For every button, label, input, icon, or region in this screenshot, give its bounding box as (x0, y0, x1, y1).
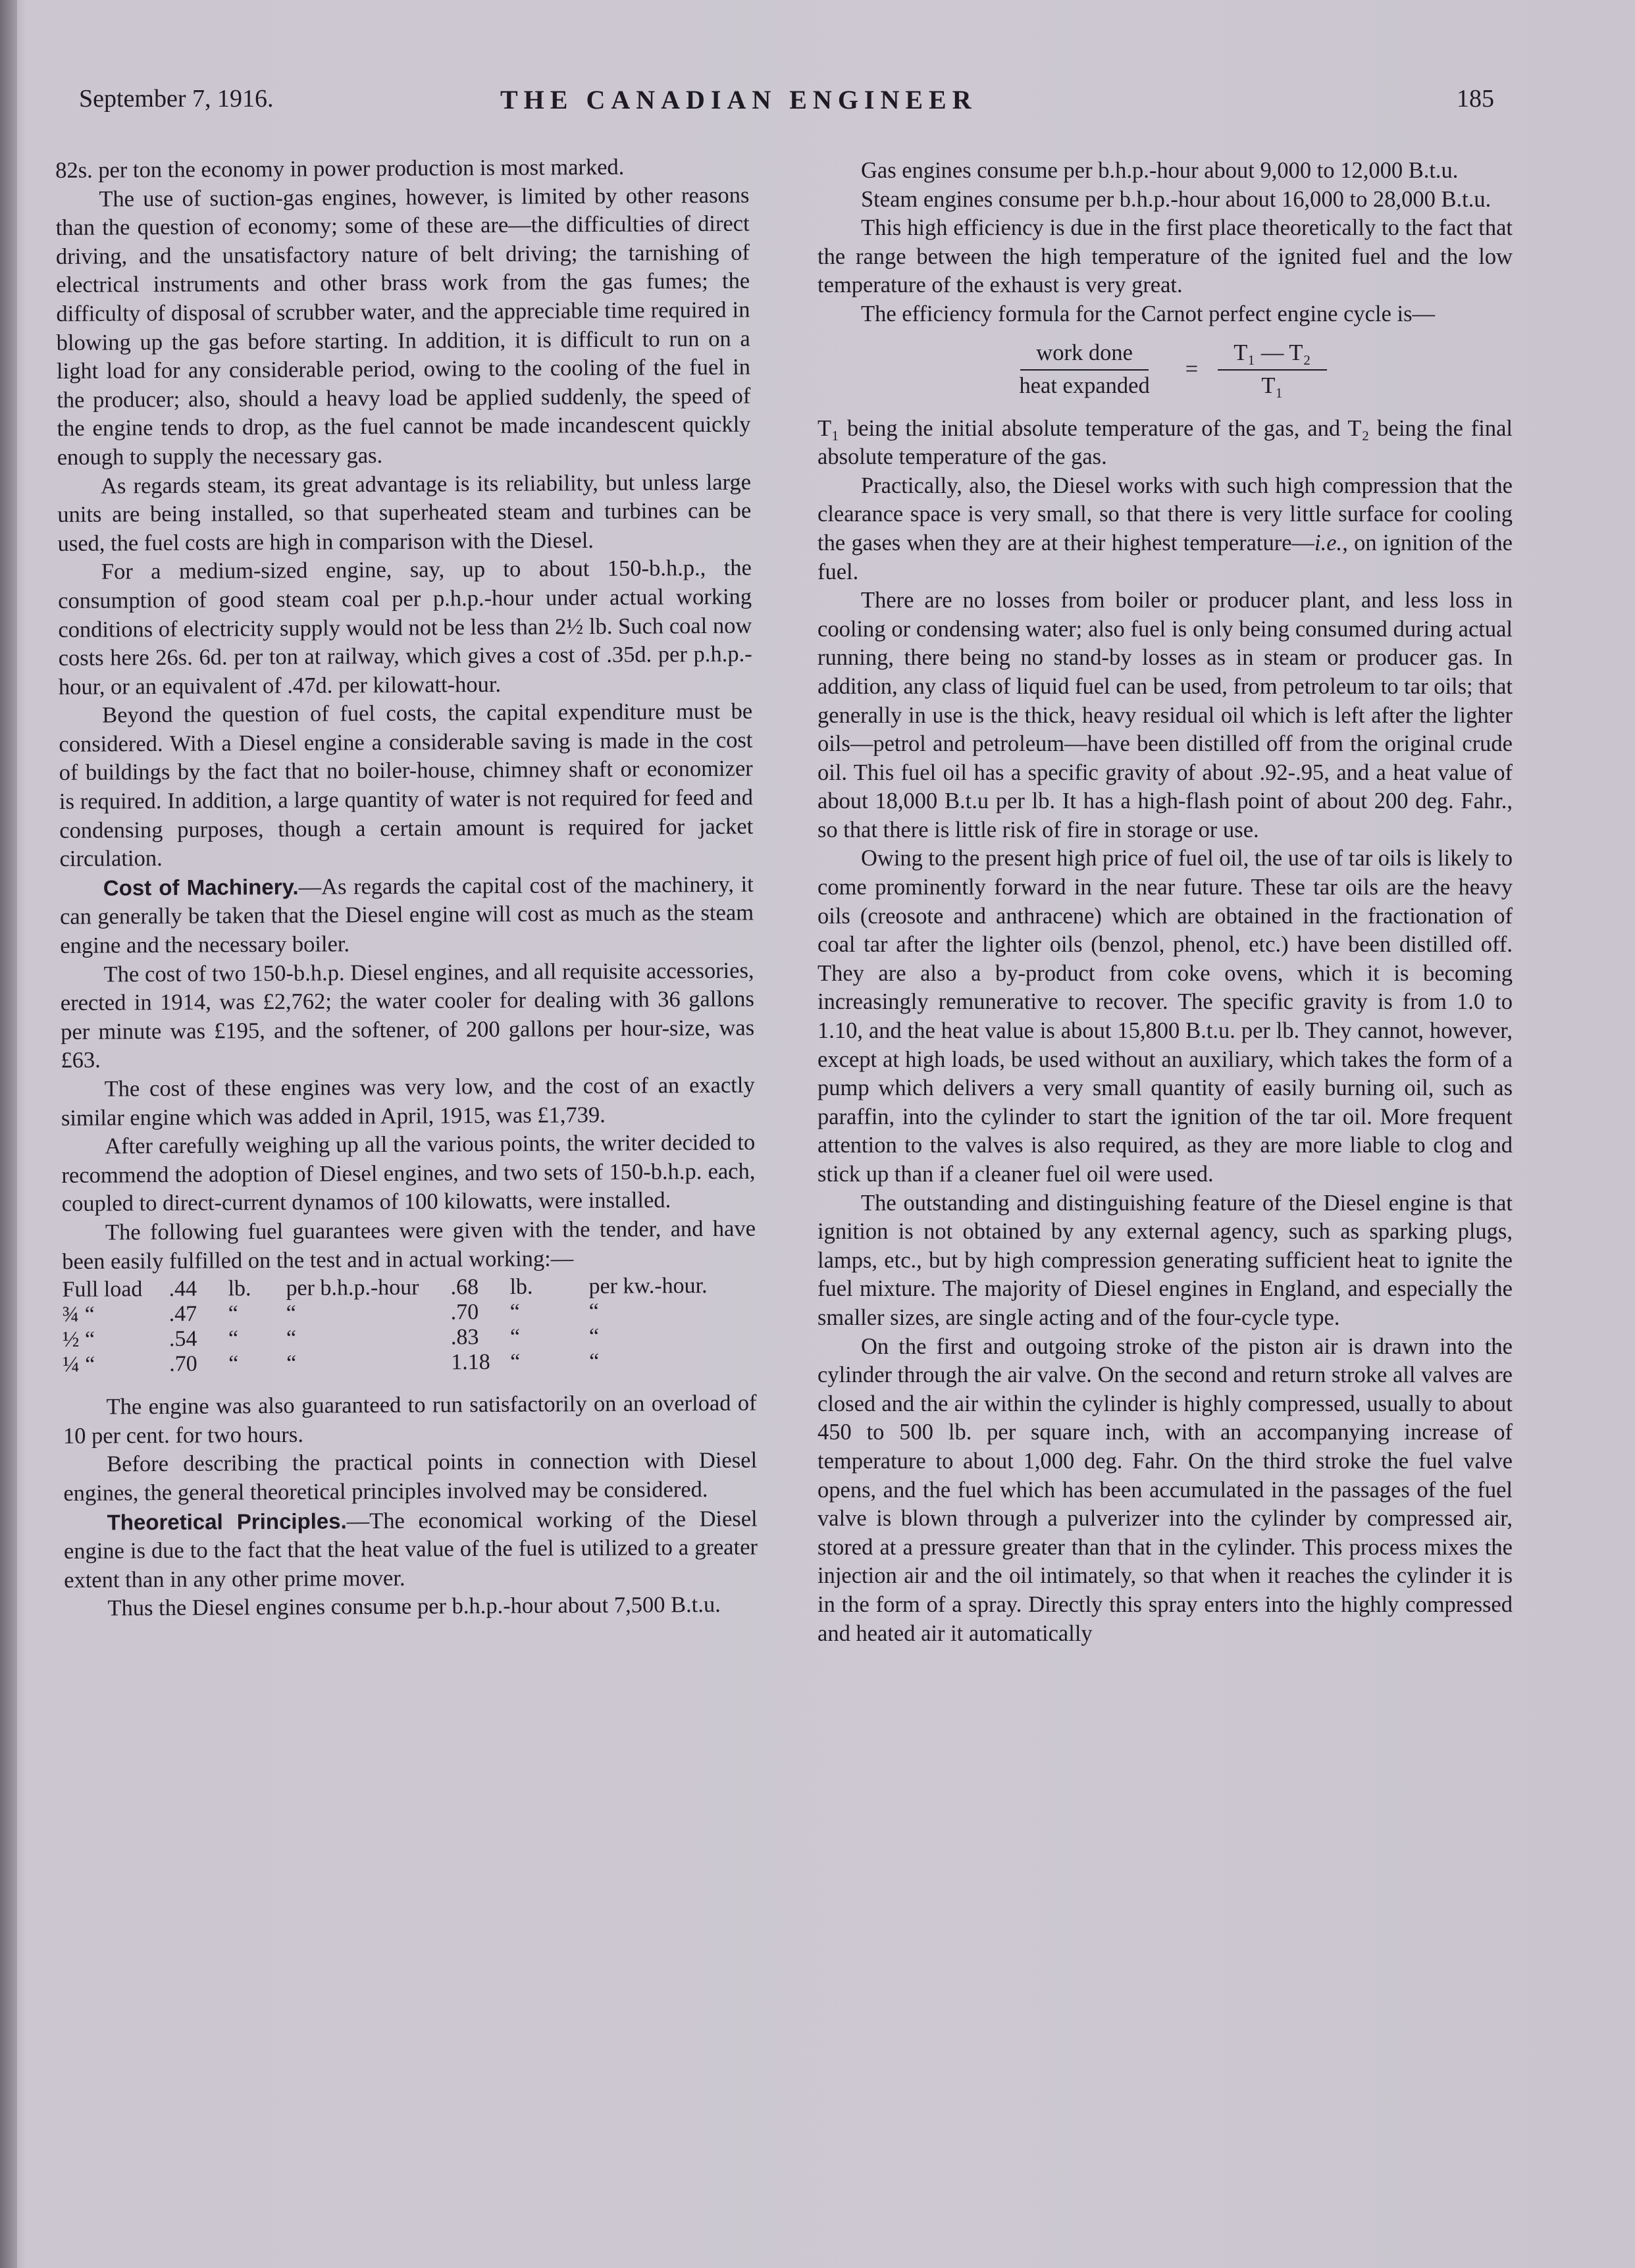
paragraph-text: —The economical working of the Diesel engine is due to the fact that the heat value of the fuel is utilized to a greater extent than in any other prime mover. (63, 1506, 758, 1593)
table-cell: “ (510, 1349, 521, 1374)
paragraph (64, 1504, 758, 1595)
table-cell: .54 (169, 1326, 197, 1352)
table-cell: per b.h.p.-hour (286, 1275, 419, 1301)
denominator: T₁ (1261, 373, 1284, 398)
paragraph: Steam engines consume per b.h.p.-hour about 16,000 to 28,000 B.t.u. (861, 186, 1492, 212)
table-cell: “ (228, 1301, 238, 1326)
running-header (79, 84, 1494, 124)
table-cell: 1.18 (451, 1350, 490, 1375)
fuel-guarantee-table (62, 1275, 708, 1379)
table-cell: Full load (62, 1277, 143, 1302)
numerator: work done (1020, 339, 1149, 371)
left-column (55, 153, 758, 1624)
section-heading-cost-of-machinery: Cost of Machinery. (103, 874, 299, 900)
paragraph: Before describing the practical points in connection with Diesel engines, the general theoretical principles involved may be considered. (63, 1447, 758, 1506)
paragraph: There are no losses from boiler or producer plant, and less loss in cooling or condensing water; also fuel is only being consumed during actual running, there being no stand-by losses as in steam or producer gas. In addition, any class of liquid fuel can be used, from petroleum to tar oils; that generally in use is the thick, heavy residual oil which is left after the lighter oils—petrol and petroleum—have been distilled off from the original crude oil. This fuel oil has a specific gravity of about .92-.95, and a heat value of about 18,000 B.t.u per lb. It has a high-flash point of about 200 deg. Fahr., so that there is little risk of fire in storage or use. (818, 588, 1513, 842)
paragraph: 82s. per ton the economy in power production is most marked. (55, 154, 625, 183)
table-cell: “ (286, 1351, 297, 1376)
right-column (818, 157, 1513, 1648)
table-cell: “ (509, 1324, 521, 1349)
table-cell: lb. (228, 1276, 251, 1301)
paragraph: As regards steam, its great advantage is its reliability, but unless large units are being installed, so that superheated steam and turbines can be used, the fuel costs are high in comparison with the Diesel. (57, 469, 752, 556)
paragraph: The engine was also guaranteed to run satisfactorily on an overload of 10 per cent. for two hours. (63, 1390, 757, 1449)
equals-sign: = (1185, 356, 1199, 382)
paragraph: The outstanding and distinguishing feature of the Diesel engine is that ignition is not obtained by any external agency, such as sparking plugs, lamps, etc., but by high compression generating sufficient heat to ignite the fuel mixture. The majority of Diesel engines in England, and especially the smaller sizes, are single acting and of the four-cycle type. (818, 1190, 1513, 1330)
paragraph: Owing to the present high price of fuel oil, the use of tar oils is likely to come prominently forward in the near future. These tar oils are the heavy oils (creosote and anthracene) which are obtained in the fractionation of coal tar after the lighter oils (benzol, phenol, etc.) have been distilled off. They are also a by-product from coke ovens, which it is becoming increasingly remunerative to recover. The specific gravity is from 1.0 to 1.10, and the heat value is about 15,800 B.t.u. per lb. They cannot, however, except at high loads, be used without an auxiliary, which takes the form of a pump which delivers a very small quantity of easily burning oil, such as paraffin, into the cylinder to start the ignition of the tar oil. More frequent attention to the valves is also required, as they are more liable to clog and stick up than if a cleaner fuel oil were used. (818, 846, 1513, 1187)
paragraph: After carefully weighing up all the various points, the writer decided to recommend the adoption of Diesel engines, and two sets of 150-b.h.p. each, coupled to direct-current dynamos of 100 kilowatts, were installed. (61, 1129, 756, 1217)
table-cell: ¼ “ (63, 1352, 95, 1378)
header-date: September 7, 1916. (79, 85, 274, 113)
table-cell: lb. (509, 1274, 533, 1299)
table-cell: .47 (169, 1301, 197, 1327)
page-number: 185 (1457, 85, 1494, 113)
table-row (63, 1325, 708, 1354)
table-cell: “ (228, 1351, 239, 1376)
table-row (63, 1350, 708, 1379)
table-cell: .83 (450, 1325, 479, 1350)
table-cell: .70 (450, 1300, 479, 1325)
carnot-efficiency-formula (818, 333, 1513, 407)
table-cell: “ (286, 1326, 297, 1351)
table-cell: “ (286, 1301, 296, 1326)
denominator: heat expanded (1019, 373, 1150, 398)
paragraph: The cost of these engines was very low, and the cost of an exactly similar engine which was added in April, 1915, was £1,739. (61, 1072, 755, 1131)
paragraph: The use of suction-gas engines, however, is limited by other reasons than the question of economy; some of these are—the difficulties of direct driving, and the unsatisfactory nature of belt driving; the tarnishing of electrical instruments and other brass work from the gas fumes; the difficulty of disposal of scrubber water, and the appreciable time required in blowing up the gas before starting. In addition, it is difficult to run on a light load for any considerable period, owing to the cooling of the fuel in the producer; also, should a heavy load be applied suddenly, the speed of the engine tends to drop, as the fuel cannot be made incandescent quickly enough to supply the necessary gas. (55, 182, 751, 470)
table-row (63, 1300, 708, 1329)
paragraph: Thus the Diesel engines consume per b.h.p.-hour about 7,500 B.t.u. (107, 1592, 721, 1621)
book-spine-shadow (0, 0, 17, 2268)
paragraph-text: , on ignition of the fuel. (818, 530, 1513, 584)
fraction-right (1218, 339, 1326, 400)
paragraph: The efficiency formula for the Carnot perfect engine cycle is— (861, 301, 1436, 326)
table-cell: .70 (169, 1351, 197, 1377)
table-cell: “ (588, 1299, 599, 1324)
journal-title: THE CANADIAN ENGINEER (500, 85, 977, 115)
paragraph (818, 472, 1513, 586)
paragraph-text: —As regards the capital cost of the machinery, it can generally be taken that the Diesel engine will cost as much as the steam engine and the necessary boiler. (59, 871, 754, 959)
paragraph: On the first and outgoing stroke of the piston air is drawn into the cylinder through the air valve. On the second and return stroke all valves are closed and the air within the cylinder is highly compressed, usually to about 450 to 500 lb. per square inch, with an accompanying increase of temperature to about 1,000 deg. Fahr. On the third stroke the fuel valve opens, and the fuel which has been accumulated in the passages of the fuel valve is blown through a pulverizer into the cylinder by compressed air, stored at a pressure greater than that in the cylinder. This process mixes the injection air and the oil intimately, so that when it reaches the cylinder it is in the form of a spray. Directly this spray enters into the highly compressed and heated air it automatically (818, 1333, 1513, 1646)
table-cell: ½ “ (62, 1327, 95, 1353)
table-cell: per kw.-hour. (588, 1274, 708, 1299)
paragraph: For a medium-sized engine, say, up to about 150-b.h.p., the consumption of good steam coal per p.h.p.-hour under actual working conditions of electricity supply would not be less than 2½ lb. Such coal now costs here 26s. 6d. per ton at railway, which gives a cost of .35d. per p.h.p.-hour, or an equivalent of .47d. per kilowatt-hour. (58, 555, 752, 700)
table-cell: “ (588, 1324, 600, 1349)
table-cell: .68 (450, 1275, 479, 1300)
fraction-left (1003, 339, 1165, 400)
paragraph: The cost of two 150-b.h.p. Diesel engines, and all requisite accessories, erected in 1914, was £2,762; the water cooler for dealing with 36 gallons per minute was £195, and the softener, of 200 gallons per hour-size, was £63. (60, 958, 755, 1073)
paragraph: Gas engines consume per b.h.p.-hour about 9,000 to 12,000 B.t.u. (861, 158, 1459, 183)
paragraph (60, 869, 754, 960)
table-cell: “ (228, 1326, 239, 1351)
table-cell: “ (589, 1349, 600, 1374)
table-cell: ¾ “ (62, 1302, 95, 1327)
italic-text: i.e. (1314, 530, 1343, 555)
paragraph: This high efficiency is due in the first place theoretically to the fact that the range between the high temperature of the ignited fuel and the low temperature of the exhaust is very great. (818, 215, 1513, 298)
table-row (62, 1275, 707, 1304)
paragraph: T₁ being the initial absolute temperature of the gas, and T₂ being the final absolute temperature of the gas. (818, 415, 1513, 470)
paragraph: Beyond the question of fuel costs, the capital expenditure must be considered. With a Diesel engine a considerable saving is made in the cost of buildings by the fact that no boiler-house, chimney shaft or economizer is required. In addition, a large quantity of water is not required for feed and condensing purposes, though a certain amount is required for jacket circulation. (59, 698, 754, 872)
paragraph-text: Practically, also, the Diesel works with such high compression that the clearance space is very small, so that there is very little surface for cooling the gases when they are at their highest temperature— (818, 473, 1513, 555)
section-heading-theoretical-principles: Theoretical Principles. (107, 1508, 347, 1535)
table-cell: .44 (169, 1276, 197, 1302)
table-cell: “ (509, 1299, 520, 1324)
numerator: T₁ — T₂ (1218, 339, 1326, 371)
paragraph: The following fuel guarantees were given with the tender, and have been easily fulfilled on the test and in actual working:— (62, 1216, 756, 1274)
